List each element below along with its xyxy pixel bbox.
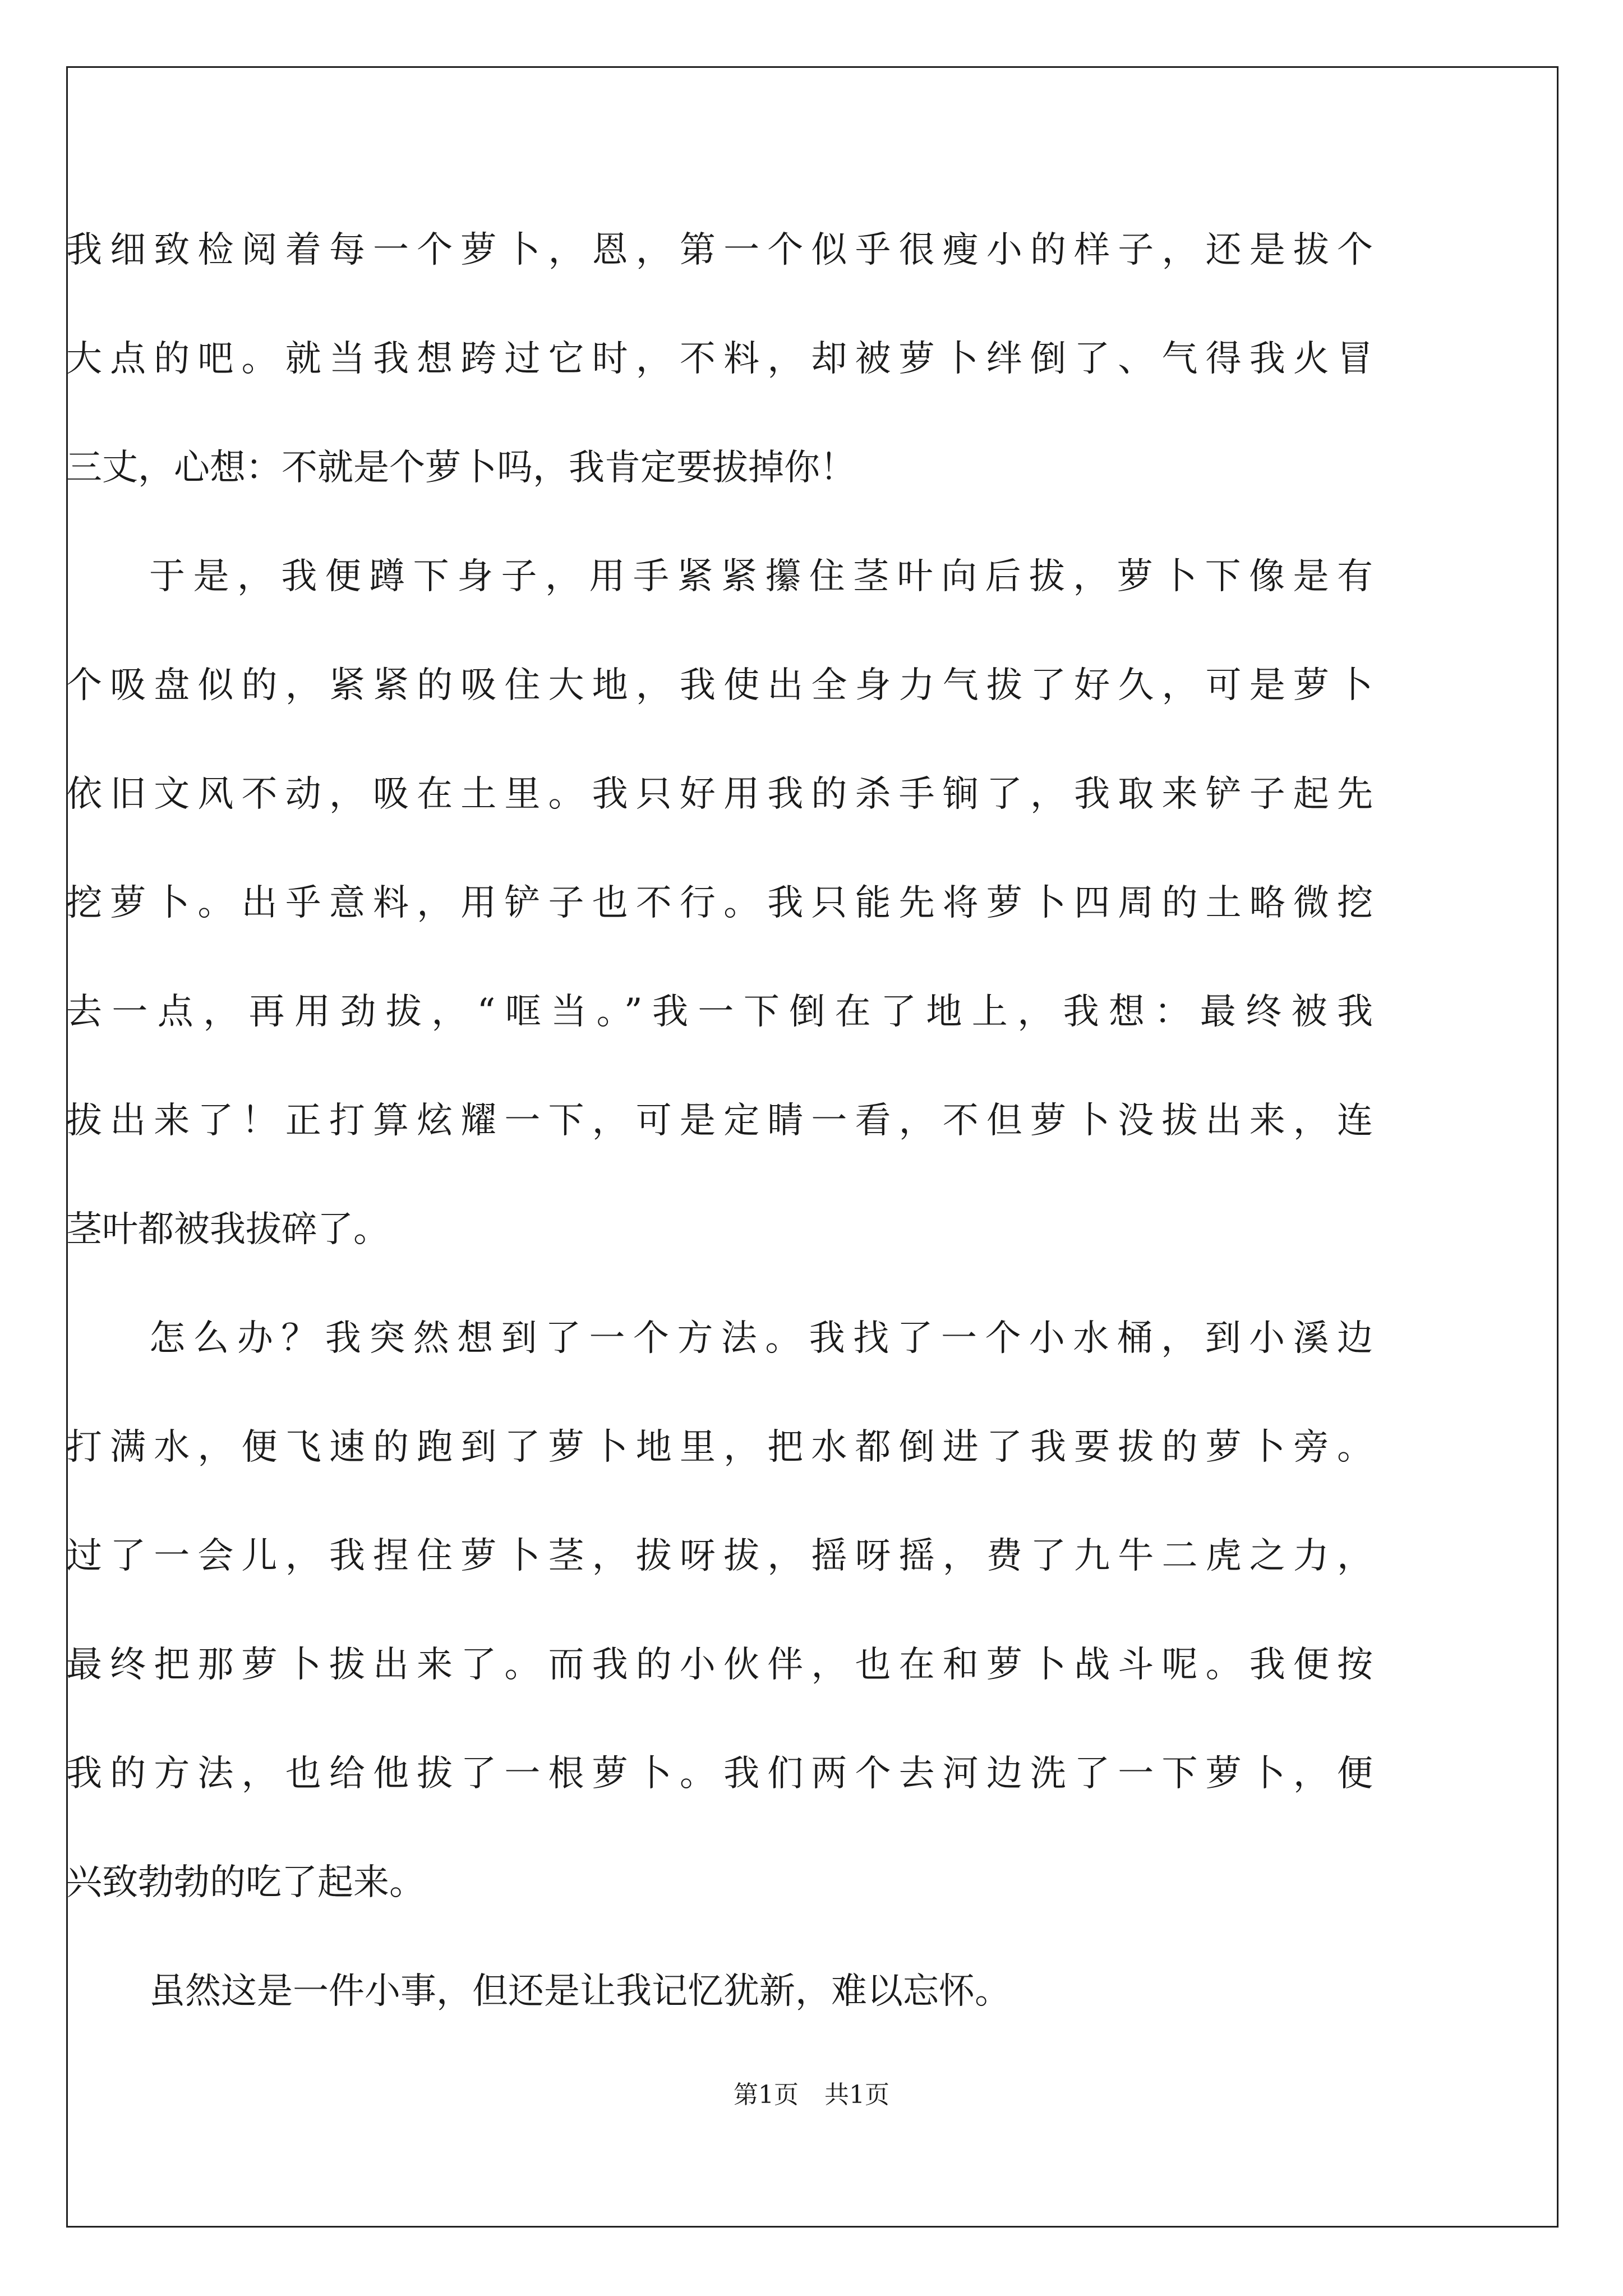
paragraph-line: 我的方法，也给他拔了一根萝卜。我们两个去河边洗了一下萝卜，便	[66, 1753, 1373, 1795]
paragraph-line: 依旧文风不动，吸在土里。我只好用我的杀手锏了，我取来铲子起先	[66, 774, 1373, 815]
paragraph-line: 拔出来了！正打算炫耀一下，可是定睛一看，不但萝卜没拔出来，连	[66, 1100, 1373, 1142]
paragraph-line: 打满水，便飞速的跑到了萝卜地里，把水都倒进了我要拔的萝卜旁。	[66, 1427, 1373, 1468]
paragraph-line: 于是，我便蹲下身子，用手紧紧攥住茎叶向后拔，萝卜下像是有	[149, 556, 1373, 597]
paragraph-line: 茎叶都被我拔碎了。	[66, 1209, 389, 1250]
paragraph-line: 个吸盘似的，紧紧的吸住大地，我使出全身力气拔了好久，可是萝卜	[66, 665, 1373, 706]
paragraph-line: 虽然这是一件小事，但还是让我记忆犹新，难以忘怀。	[149, 1971, 1011, 2012]
page-number: 第1页	[734, 2081, 799, 2109]
paragraph-line: 兴致勃勃的吃了起来。	[66, 1862, 425, 1903]
paragraph-line: 怎么办？我突然想到了一个方法。我找了一个小水桶，到小溪边	[149, 1318, 1373, 1359]
page-footer	[0, 2078, 1623, 2112]
paragraph-line: 挖萝卜。出乎意料，用铲子也不行。我只能先将萝卜四周的土略微挖	[66, 882, 1373, 924]
page-total: 共1页	[824, 2081, 889, 2109]
paragraph-line: 过了一会儿，我捏住萝卜茎，拔呀拔，摇呀摇，费了九牛二虎之力，	[66, 1535, 1373, 1577]
paragraph-line: 最终把那萝卜拔出来了。而我的小伙伴，也在和萝卜战斗呢。我便按	[66, 1644, 1373, 1686]
paragraph-line: 三丈，心想：不就是个萝卜吗，我肯定要拔掉你！	[66, 447, 856, 489]
paragraph-line: 我细致检阅着每一个萝卜，恩，第一个似乎很瘦小的样子，还是拔个	[66, 229, 1373, 271]
paragraph-line: 大点的吧。就当我想跨过它时，不料，却被萝卜绊倒了、气得我火冒	[66, 338, 1373, 380]
paragraph-line: 去一点，再用劲拔，“哐当。”我一下倒在了地上，我想：最终被我	[66, 991, 1373, 1033]
